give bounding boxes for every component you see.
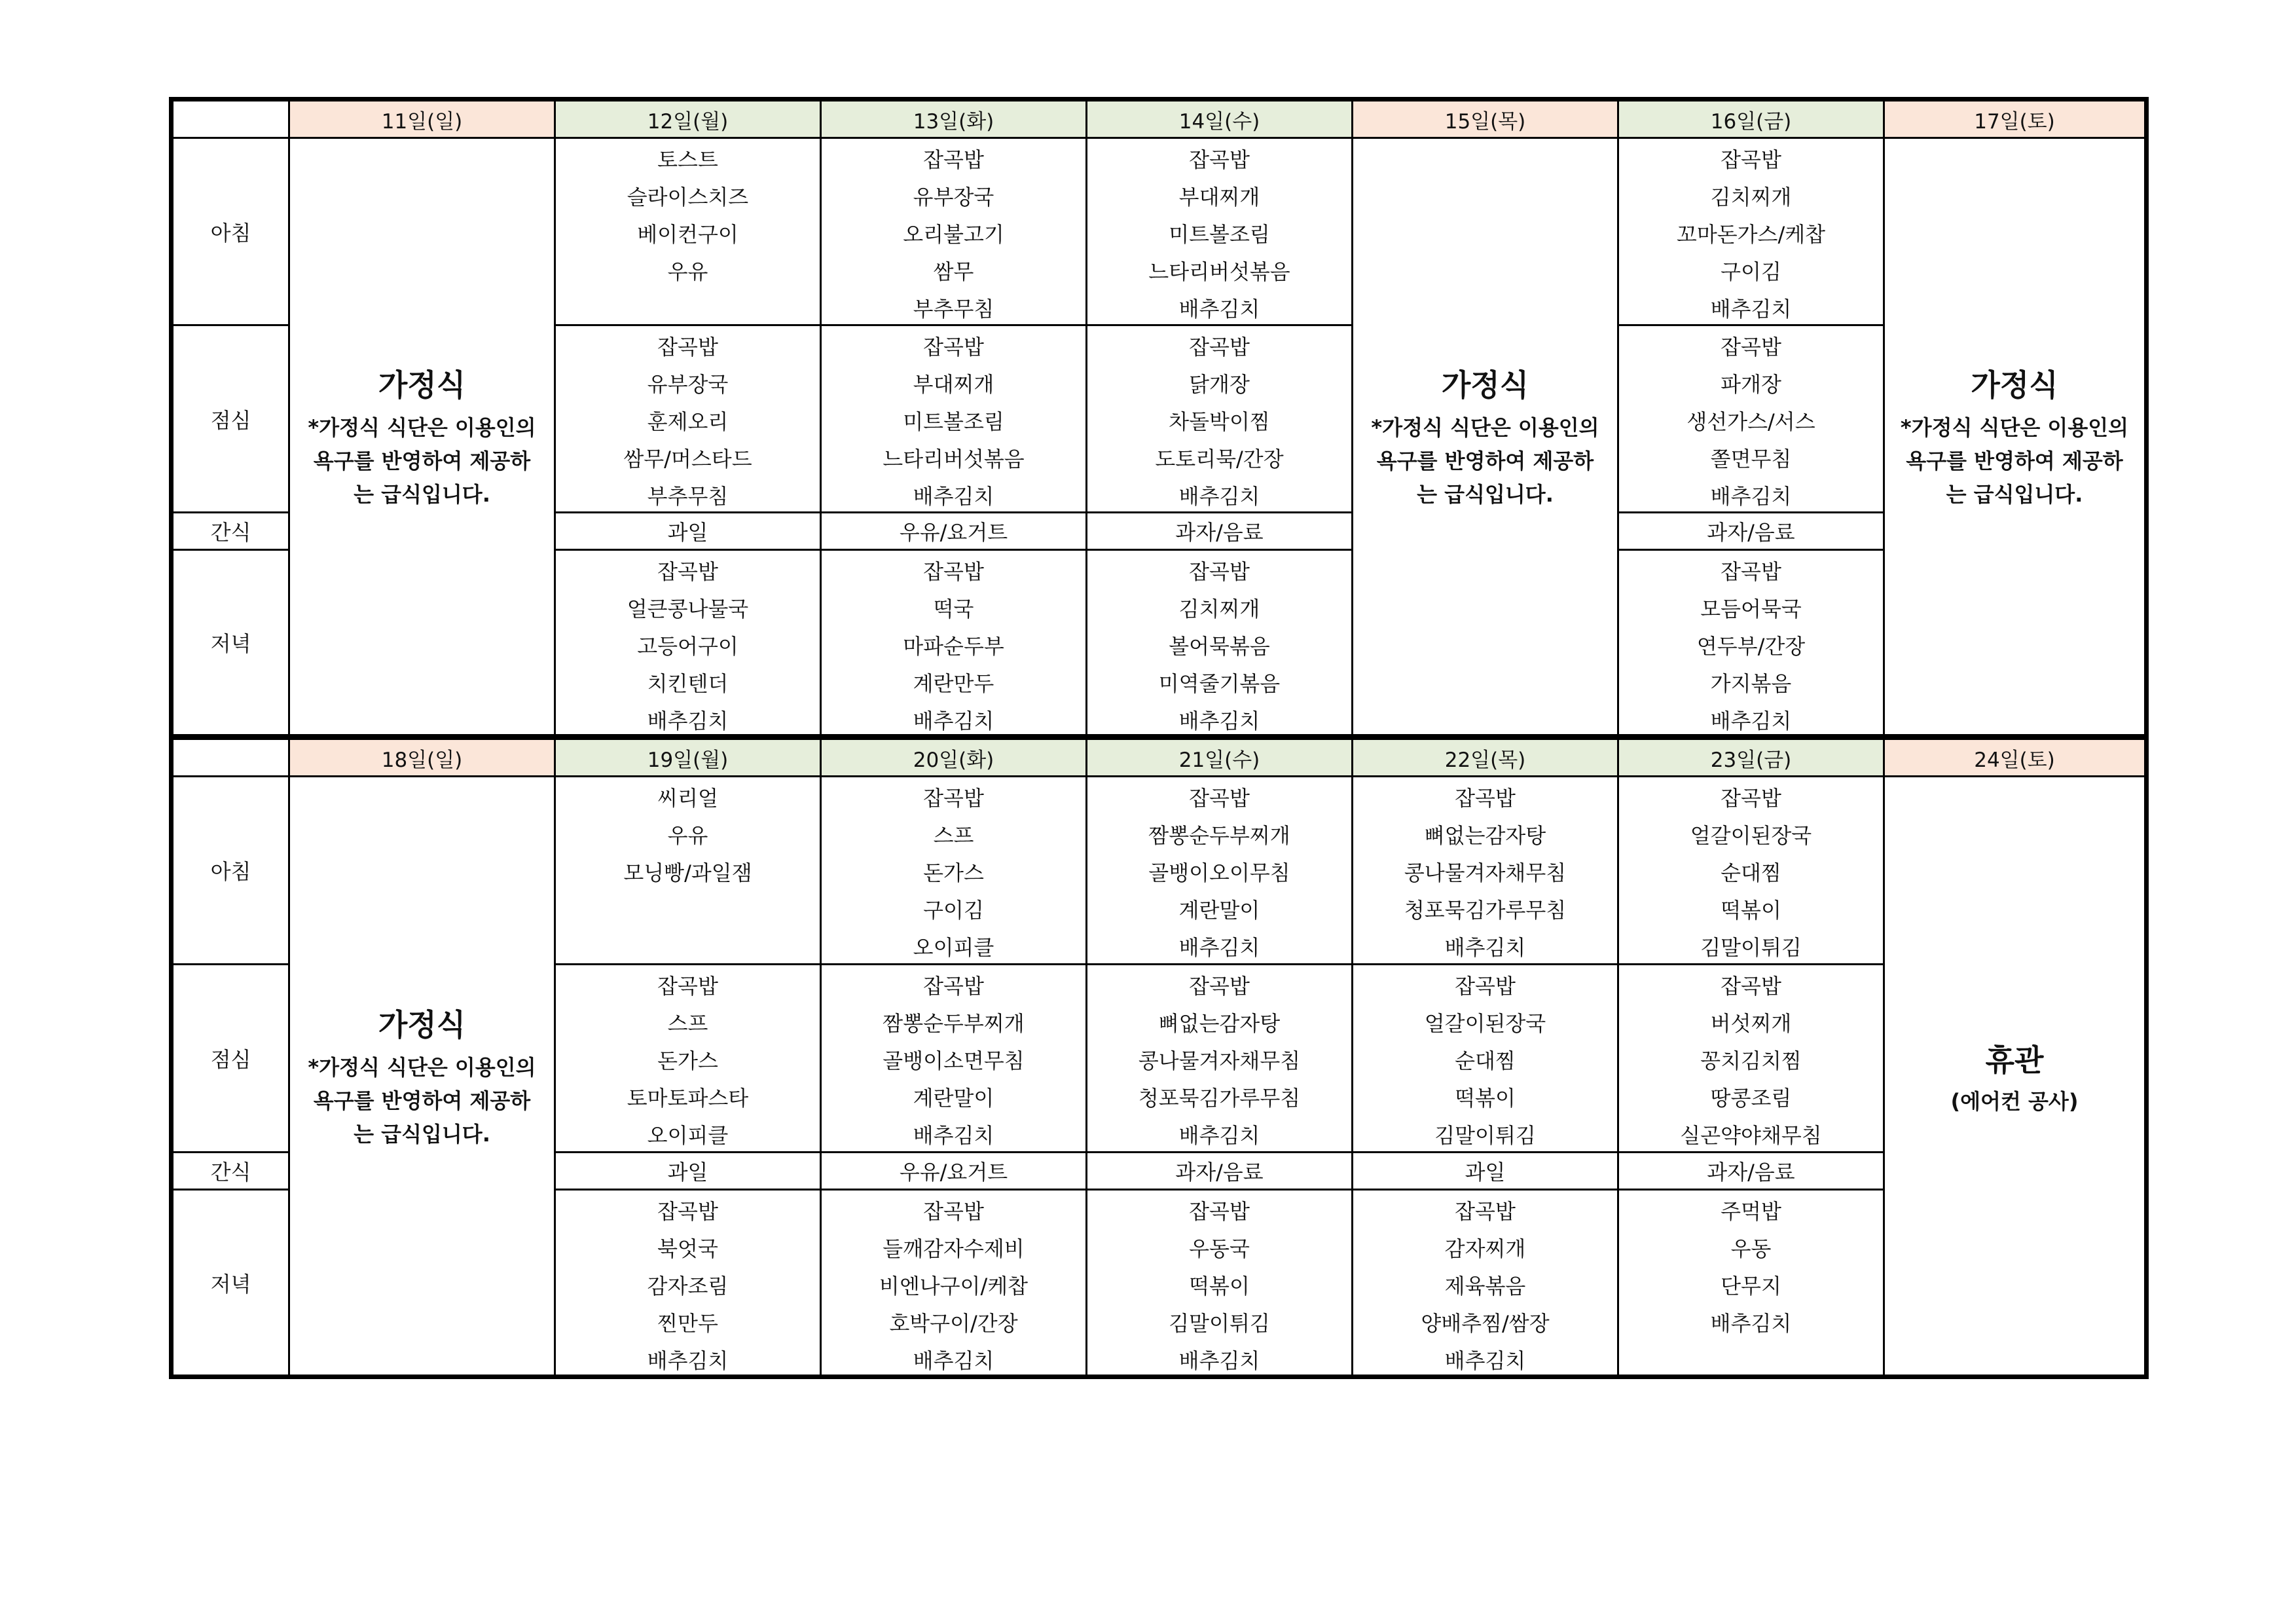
menu-item: 마파순두부 xyxy=(903,634,1004,659)
menu-item: 유부장국 xyxy=(913,185,994,210)
week1-menu-table xyxy=(169,97,2149,739)
menu-item: 잡곡밥 xyxy=(1189,1199,1250,1224)
menu-item: 골뱅이오이무침 xyxy=(1148,860,1290,885)
menu-item: 부추무침 xyxy=(913,297,994,322)
home-meal-title: 가정식 xyxy=(1441,367,1529,403)
menu-item: 실곤약야채무침 xyxy=(1680,1123,1822,1148)
menu-cell-wed-dinner xyxy=(1087,1190,1353,1375)
day-header-mon: 12일(월) xyxy=(556,101,822,139)
menu-item: 배추김치 xyxy=(1178,709,1260,733)
menu-item: 찐만두 xyxy=(657,1311,718,1336)
home-meal-note-1: *가정식 식단은 이용인의 xyxy=(1371,415,1599,440)
menu-cell-tue-lunch xyxy=(822,965,1087,1153)
home-meal-thu xyxy=(1353,139,1619,734)
menu-item: 순대찜 xyxy=(1721,860,1781,885)
home-meal-note-2: 욕구를 반영하여 제공하 xyxy=(313,1088,531,1113)
menu-item: 미트볼조림 xyxy=(903,409,1004,434)
menu-item: 잡곡밥 xyxy=(657,974,718,999)
menu-item: 토마토파스타 xyxy=(627,1086,749,1111)
home-meal-note-2: 욕구를 반영하여 제공하 xyxy=(313,449,531,473)
menu-cell-fri-breakfast xyxy=(1619,777,1885,965)
home-meal-note-1: *가정식 식단은 이용인의 xyxy=(308,1054,536,1080)
label-lunch: 점심 xyxy=(173,326,290,513)
menu-cell-mon-lunch xyxy=(556,326,822,513)
closed-sat xyxy=(1885,777,2144,1375)
menu-cell-mon-lunch xyxy=(556,965,822,1153)
week2-menu-table xyxy=(169,735,2149,1379)
menu-item: 양배추찜/쌈장 xyxy=(1421,1311,1550,1336)
menu-item: 차돌박이찜 xyxy=(1169,409,1270,434)
menu-item: 가지볶음 xyxy=(1710,671,1792,696)
day-header-fri: 23일(금) xyxy=(1619,740,1885,777)
menu-item: 부대찌개 xyxy=(913,372,994,397)
menu-item: 잡곡밥 xyxy=(923,335,984,360)
menu-item: 배추김치 xyxy=(1178,935,1260,960)
menu-item: 호박구이/간장 xyxy=(889,1311,1018,1336)
snack-cell-wed: 과자/음료 xyxy=(1087,513,1353,551)
menu-item: 계란말이 xyxy=(913,1086,994,1111)
menu-item: 닭개장 xyxy=(1189,372,1250,397)
day-header-mon: 19일(월) xyxy=(556,740,822,777)
menu-cell-tue-lunch xyxy=(822,326,1087,513)
snack-cell-tue: 우유/요거트 xyxy=(822,513,1087,551)
menu-item: 오이피클 xyxy=(647,1123,729,1148)
menu-cell-tue-dinner xyxy=(822,1190,1087,1375)
menu-item: 짬뽕순두부찌개 xyxy=(883,1011,1025,1036)
menu-item: 북엇국 xyxy=(657,1236,718,1261)
label-snack: 간식 xyxy=(173,513,290,551)
day-header-sun: 18일(일) xyxy=(290,740,556,777)
menu-item: 버섯찌개 xyxy=(1710,1011,1792,1036)
menu-item: 잡곡밥 xyxy=(1189,147,1250,172)
menu-cell-wed-dinner xyxy=(1087,551,1353,734)
menu-item: 구이김 xyxy=(1721,259,1781,284)
day-header-thu: 22일(목) xyxy=(1353,740,1619,777)
home-meal-sat xyxy=(1885,139,2144,734)
menu-item: 유부장국 xyxy=(647,372,729,397)
menu-cell-mon-breakfast xyxy=(556,139,822,326)
menu-item: 떡볶이 xyxy=(1455,1086,1516,1111)
day-header-sat: 24일(토) xyxy=(1885,740,2144,777)
menu-item: 주먹밥 xyxy=(1721,1199,1781,1224)
menu-item: 꼬마돈가스/케찹 xyxy=(1676,222,1826,247)
menu-item: 잡곡밥 xyxy=(1455,974,1516,999)
home-meal-note-3: 는 급식입니다. xyxy=(354,1121,490,1147)
day-header-wed: 14일(수) xyxy=(1087,101,1353,139)
day-header-sat: 17일(토) xyxy=(1885,101,2144,139)
snack-cell-tue: 우유/요거트 xyxy=(822,1153,1087,1190)
menu-item: 부대찌개 xyxy=(1178,185,1260,210)
home-meal-note-3: 는 급식입니다. xyxy=(354,482,490,507)
menu-item: 파개장 xyxy=(1721,372,1781,397)
menu-item: 땅콩조림 xyxy=(1710,1086,1792,1111)
menu-item: 잡곡밥 xyxy=(923,147,984,172)
menu-item: 볼어묵볶음 xyxy=(1169,634,1270,659)
menu-item: 잡곡밥 xyxy=(1721,974,1781,999)
menu-cell-fri-lunch xyxy=(1619,326,1885,513)
menu-cell-mon-dinner xyxy=(556,1190,822,1375)
menu-item: 잡곡밥 xyxy=(923,786,984,811)
label-breakfast: 아침 xyxy=(173,139,290,326)
day-header-thu: 15일(목) xyxy=(1353,101,1619,139)
menu-item: 쌈무/머스타드 xyxy=(623,447,752,471)
menu-item: 잡곡밥 xyxy=(1189,559,1250,584)
menu-item: 배추김치 xyxy=(913,1348,994,1373)
menu-item: 쫄면무침 xyxy=(1710,447,1792,471)
home-meal-note-2: 욕구를 반영하여 제공하 xyxy=(1376,449,1594,473)
menu-item: 단무지 xyxy=(1721,1274,1781,1299)
menu-item: 잡곡밥 xyxy=(657,559,718,584)
menu-item: 감자조림 xyxy=(647,1274,729,1299)
snack-cell-fri: 과자/음료 xyxy=(1619,513,1885,551)
menu-item: 배추김치 xyxy=(1444,1348,1526,1373)
menu-item: 김치찌개 xyxy=(1710,185,1792,210)
menu-item: 들깨감자수제비 xyxy=(883,1236,1025,1261)
menu-cell-wed-breakfast xyxy=(1087,777,1353,965)
menu-cell-tue-breakfast xyxy=(822,139,1087,326)
home-meal-note-1: *가정식 식단은 이용인의 xyxy=(1900,415,2129,440)
menu-item: 배추김치 xyxy=(1710,484,1792,509)
menu-item: 잡곡밥 xyxy=(1189,974,1250,999)
home-meal-note-3: 는 급식입니다. xyxy=(1417,482,1554,507)
menu-item: 구이김 xyxy=(923,898,984,923)
menu-item: 스프 xyxy=(933,823,974,848)
menu-cell-thu-breakfast xyxy=(1353,777,1619,965)
menu-cell-fri-dinner xyxy=(1619,551,1885,734)
day-header-wed: 21일(수) xyxy=(1087,740,1353,777)
menu-item: 부추무침 xyxy=(647,484,729,509)
menu-item: 배추김치 xyxy=(1178,1123,1260,1148)
menu-item: 뼈없는감자탕 xyxy=(1158,1011,1281,1036)
menu-item: 떡국 xyxy=(933,597,974,621)
menu-item: 미트볼조림 xyxy=(1169,222,1270,247)
menu-item: 우동 xyxy=(1730,1236,1772,1261)
home-meal-title: 가정식 xyxy=(1971,367,2058,403)
home-meal-note-2: 욕구를 반영하여 제공하 xyxy=(1906,449,2123,473)
menu-item: 고등어구이 xyxy=(637,634,738,659)
label-lunch: 점심 xyxy=(173,965,290,1153)
day-header-fri: 16일(금) xyxy=(1619,101,1885,139)
menu-item: 잡곡밥 xyxy=(1721,786,1781,811)
label-snack: 간식 xyxy=(173,1153,290,1190)
menu-item: 오이피클 xyxy=(913,935,994,960)
menu-item: 김치찌개 xyxy=(1178,597,1260,621)
menu-item: 모닝빵/과일잼 xyxy=(623,860,752,885)
menu-item: 연두부/간장 xyxy=(1696,634,1806,659)
snack-cell-thu: 과일 xyxy=(1353,1153,1619,1190)
menu-item: 떡볶이 xyxy=(1189,1274,1250,1299)
label-breakfast: 아침 xyxy=(173,777,290,965)
menu-item: 얼갈이된장국 xyxy=(1690,823,1812,848)
menu-item: 베이컨구이 xyxy=(637,222,738,247)
menu-item: 감자찌개 xyxy=(1444,1236,1526,1261)
menu-cell-mon-dinner xyxy=(556,551,822,734)
menu-item: 얼큰콩나물국 xyxy=(627,597,749,621)
menu-item: 짬뽕순두부찌개 xyxy=(1148,823,1290,848)
menu-item: 제육볶음 xyxy=(1444,1274,1526,1299)
menu-item: 배추김치 xyxy=(1710,297,1792,322)
day-header-tue: 20일(화) xyxy=(822,740,1087,777)
closed-title: 휴관 xyxy=(1985,1043,2044,1078)
menu-item: 돈가스 xyxy=(657,1048,718,1073)
menu-cell-tue-dinner xyxy=(822,551,1087,734)
corner-cell xyxy=(173,740,290,777)
menu-item: 배추김치 xyxy=(647,1348,729,1373)
menu-item: 떡볶이 xyxy=(1721,898,1781,923)
menu-cell-wed-lunch xyxy=(1087,326,1353,513)
menu-item: 배추김치 xyxy=(1178,1348,1260,1373)
menu-cell-wed-breakfast xyxy=(1087,139,1353,326)
menu-item: 배추김치 xyxy=(647,709,729,733)
menu-item: 잡곡밥 xyxy=(1455,786,1516,811)
menu-item: 콩나물겨자채무침 xyxy=(1404,860,1567,885)
menu-item: 계란말이 xyxy=(1178,898,1260,923)
menu-item: 계란만두 xyxy=(913,671,994,696)
home-meal-note-3: 는 급식입니다. xyxy=(1946,482,2083,507)
menu-cell-thu-lunch xyxy=(1353,965,1619,1153)
menu-item: 모듬어묵국 xyxy=(1700,597,1802,621)
menu-cell-fri-dinner xyxy=(1619,1190,1885,1375)
day-header-tue: 13일(화) xyxy=(822,101,1087,139)
menu-item: 잡곡밥 xyxy=(923,559,984,584)
menu-item: 청포묵김가루무침 xyxy=(1404,898,1567,923)
menu-item: 도토리묵/간장 xyxy=(1155,447,1284,471)
menu-item: 슬라이스치즈 xyxy=(627,185,749,210)
menu-item: 오리불고기 xyxy=(903,222,1004,247)
menu-item: 스프 xyxy=(667,1011,708,1036)
menu-item: 잡곡밥 xyxy=(1721,335,1781,360)
home-meal-title: 가정식 xyxy=(378,367,466,403)
menu-item: 배추김치 xyxy=(1710,709,1792,733)
menu-item: 김말이튀김 xyxy=(1169,1311,1270,1336)
menu-item: 치킨텐더 xyxy=(647,671,729,696)
menu-item: 배추김치 xyxy=(1444,935,1526,960)
menu-item: 생선가스/서스 xyxy=(1686,409,1815,434)
snack-cell-fri: 과자/음료 xyxy=(1619,1153,1885,1190)
menu-item: 골뱅이소면무침 xyxy=(883,1048,1025,1073)
menu-item: 비엔나구이/케찹 xyxy=(879,1274,1029,1299)
menu-item: 배추김치 xyxy=(913,1123,994,1148)
menu-item: 잡곡밥 xyxy=(1721,147,1781,172)
home-meal-sun xyxy=(290,777,556,1375)
closed-note: (에어컨 공사) xyxy=(1950,1089,2079,1114)
menu-item: 잡곡밥 xyxy=(1455,1199,1516,1224)
menu-cell-wed-lunch xyxy=(1087,965,1353,1153)
menu-item: 우유 xyxy=(667,259,708,284)
menu-item: 씨리얼 xyxy=(657,786,718,811)
menu-item: 잡곡밥 xyxy=(1189,786,1250,811)
menu-cell-fri-lunch xyxy=(1619,965,1885,1153)
menu-cell-fri-breakfast xyxy=(1619,139,1885,326)
menu-item: 잡곡밥 xyxy=(657,335,718,360)
menu-item: 콩나물겨자채무침 xyxy=(1138,1048,1301,1073)
menu-item: 배추김치 xyxy=(913,484,994,509)
menu-cell-thu-dinner xyxy=(1353,1190,1619,1375)
home-meal-title: 가정식 xyxy=(378,1006,466,1043)
menu-item: 배추김치 xyxy=(913,709,994,733)
home-meal-sun xyxy=(290,139,556,734)
menu-item: 잡곡밥 xyxy=(923,974,984,999)
home-meal-note-1: *가정식 식단은 이용인의 xyxy=(308,415,536,440)
menu-item: 배추김치 xyxy=(1178,484,1260,509)
snack-cell-mon: 과일 xyxy=(556,513,822,551)
menu-item: 잡곡밥 xyxy=(923,1199,984,1224)
label-dinner: 저녁 xyxy=(173,551,290,734)
day-header-sun: 11일(일) xyxy=(290,101,556,139)
menu-item: 우유 xyxy=(667,823,708,848)
menu-item: 얼갈이된장국 xyxy=(1424,1011,1546,1036)
menu-item: 김말이튀김 xyxy=(1434,1123,1536,1148)
menu-item: 순대찜 xyxy=(1455,1048,1516,1073)
menu-item: 잡곡밥 xyxy=(1721,559,1781,584)
menu-item: 우동국 xyxy=(1189,1236,1250,1261)
menu-item: 돈가스 xyxy=(923,860,984,885)
label-dinner: 저녁 xyxy=(173,1190,290,1375)
corner-cell xyxy=(173,101,290,139)
menu-item: 꽁치김치찜 xyxy=(1700,1048,1802,1073)
menu-item: 청포묵김가루무침 xyxy=(1138,1086,1301,1111)
menu-item: 배추김치 xyxy=(1178,297,1260,322)
menu-item: 느타리버섯볶음 xyxy=(883,447,1025,471)
menu-cell-tue-breakfast xyxy=(822,777,1087,965)
menu-item: 잡곡밥 xyxy=(1189,335,1250,360)
menu-cell-mon-breakfast xyxy=(556,777,822,965)
menu-item: 미역줄기볶음 xyxy=(1158,671,1281,696)
menu-item: 뼈없는감자탕 xyxy=(1424,823,1546,848)
snack-cell-mon: 과일 xyxy=(556,1153,822,1190)
menu-item: 김말이튀김 xyxy=(1700,935,1802,960)
menu-item: 잡곡밥 xyxy=(657,1199,718,1224)
menu-item: 훈제오리 xyxy=(647,409,729,434)
menu-item: 토스트 xyxy=(657,147,718,172)
menu-item: 배추김치 xyxy=(1710,1311,1792,1336)
snack-cell-wed: 과자/음료 xyxy=(1087,1153,1353,1190)
menu-item: 쌈무 xyxy=(933,259,974,284)
menu-item: 느타리버섯볶음 xyxy=(1148,259,1290,284)
